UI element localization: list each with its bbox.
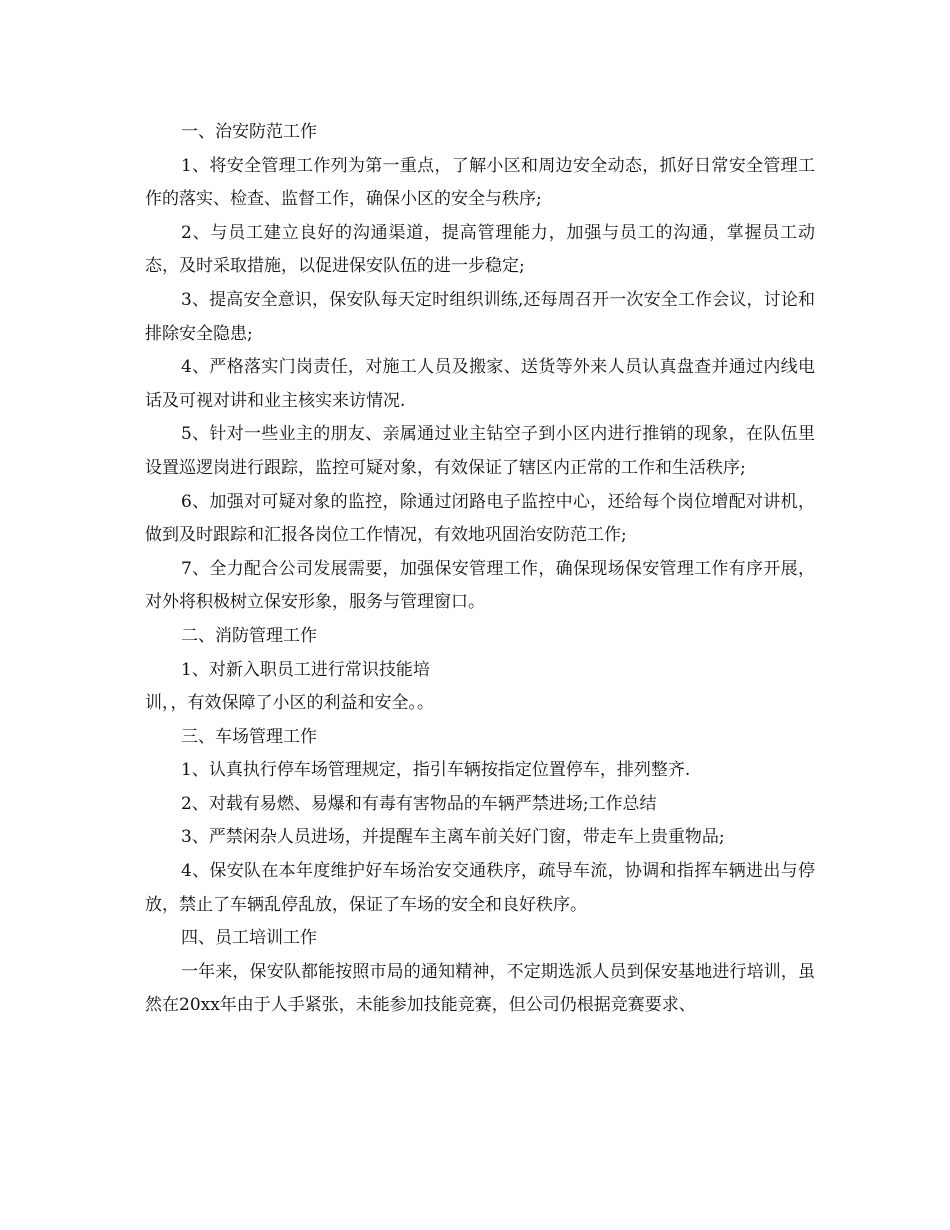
paragraph-fire-item-1-continued: 训，，有效保障了小区的利益和安全。。 bbox=[145, 693, 434, 714]
paragraph-security-item-6: 6、加强对可疑对象的监控，除通过闭路电子监控中心，还给每个岗位增配对讲机，做到及时跟踪和汇报各岗位工作情况，有效地巩固治安防范工作; bbox=[145, 491, 815, 546]
paragraph-security-item-2: 2、与员工建立良好的沟通渠道，提高管理能力，加强与员工的沟通，掌握员工动态，及时采取措施，以促进保安队伍的进一步稳定; bbox=[145, 222, 815, 277]
paragraph-parking-item-4: 4、保安队在本年度维护好车场治安交通秩序，疏导车流，协调和指挥车辆进出与停放，禁止了车辆乱停乱放，保证了车场的安全和良好秩序。 bbox=[145, 861, 815, 915]
section-heading-staff-training: 四、员工培训工作 bbox=[181, 928, 317, 949]
section-heading-parking-management: 三、车场管理工作 bbox=[181, 726, 317, 747]
paragraph-security-item-5: 5、针对一些业主的朋友、亲属通过业主钻空子到小区内进行推销的现象，在队伍里设置巡逻岗进行跟踪，监控可疑对象，有效保证了辖区内正常的工作和生活秩序; bbox=[145, 424, 815, 478]
section-heading-fire-management: 二、消防管理工作 bbox=[181, 625, 317, 646]
paragraph-parking-item-1: 1、认真执行停车场管理规定，指引车辆按指定位置停车，排列整齐. bbox=[181, 760, 691, 781]
section-heading-public-security: 一、治安防范工作 bbox=[181, 122, 317, 142]
paragraph-security-item-7: 7、全力配合公司发展需要，加强保安管理工作，确保现场保安管理工作有序开展，对外将积极树立保安形象，服务与管理窗口。 bbox=[145, 558, 815, 613]
document-body bbox=[145, 116, 815, 1023]
paragraph-parking-item-3: 3、严禁闲杂人员进场，并提醒车主离车前关好门窗，带走车上贵重物品; bbox=[181, 827, 725, 848]
paragraph-training-body: 一年来，保安队都能按照市局的通知精神，不定期选派人员到保安基地进行培训，虽然在20xx年由于人手紧张，未能参加技能竞赛，但公司仍根据竞赛要求、 bbox=[145, 961, 815, 1016]
paragraph-security-item-4: 4、严格落实门岗责任，对施工人员及搬家、送货等外来人员认真盘查并通过内线电话及可视对讲和业主核实来访情况. bbox=[145, 357, 815, 411]
paragraph-fire-item-1: 1、对新入职员工进行常识技能培 bbox=[181, 659, 430, 680]
paragraph-parking-item-2: 2、对载有易燃、易爆和有毒有害物品的车辆严禁进场;工作总结 bbox=[181, 793, 657, 814]
paragraph-security-item-1: 1、将安全管理工作列为第一重点，了解小区和周边安全动态，抓好日常安全管理工作的落实、检查、监督工作，确保小区的安全与秩序; bbox=[145, 155, 815, 210]
paragraph-security-item-3: 3、提高安全意识，保安队每天定时组织训练,还每周召开一次安全工作会议，讨论和排除安全隐患; bbox=[145, 289, 815, 344]
